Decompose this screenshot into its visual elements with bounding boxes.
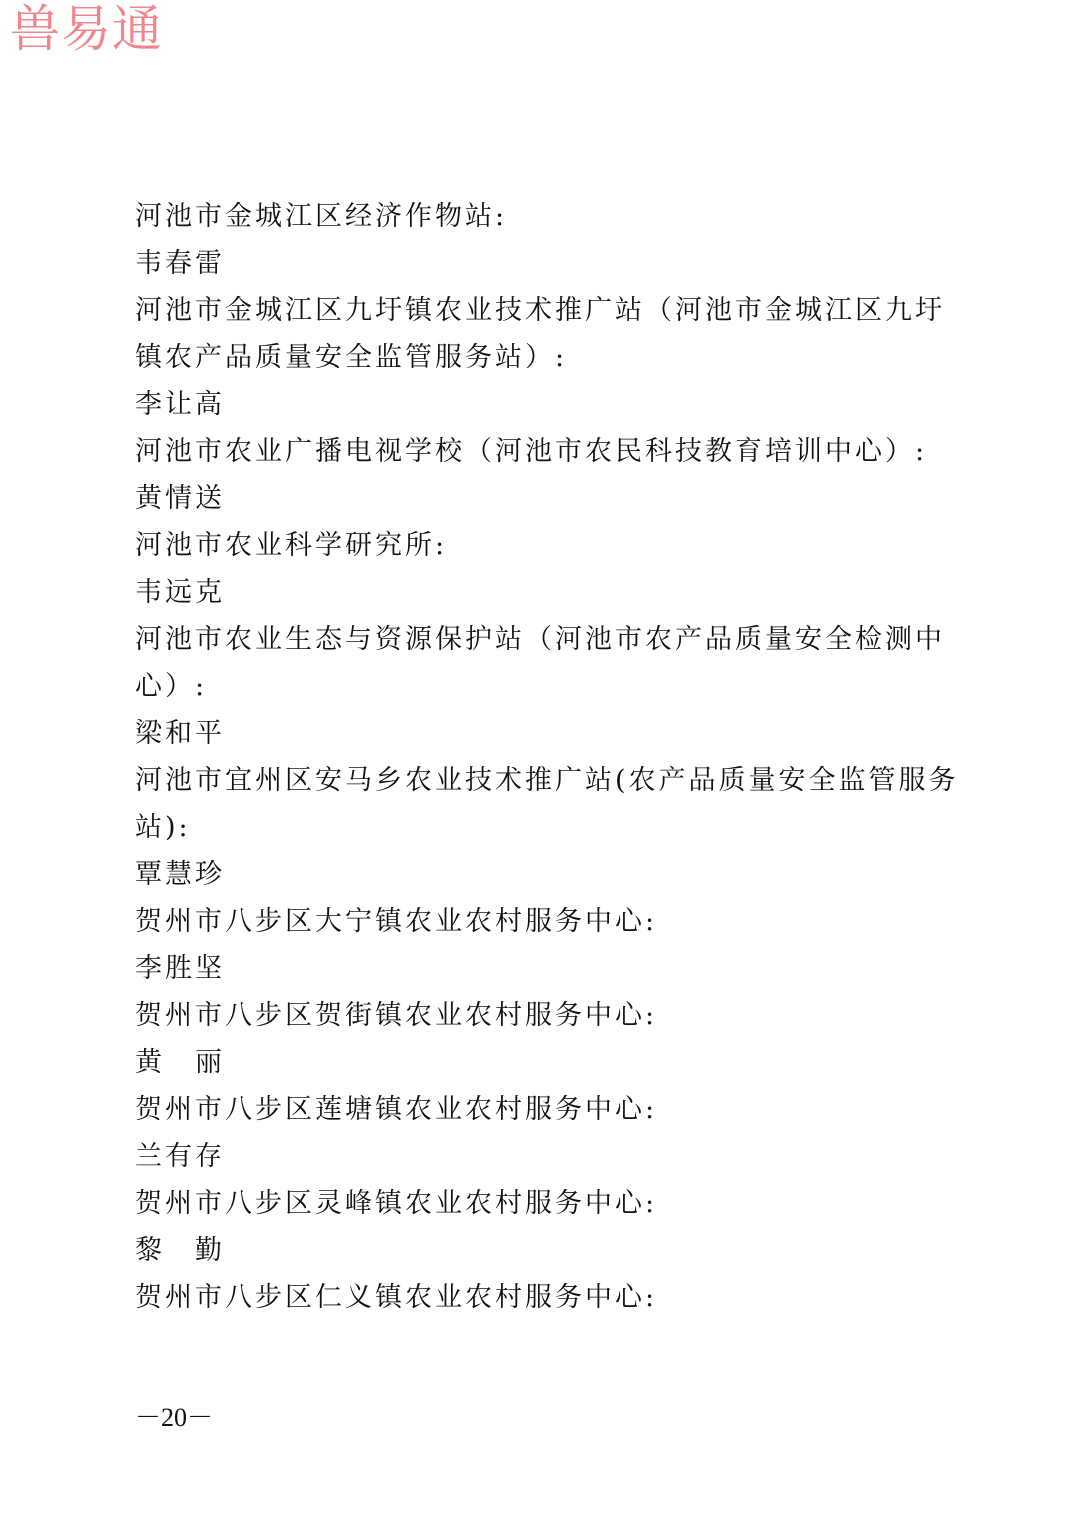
person-name: 兰有存 — [135, 1141, 225, 1172]
org-line: 河池市金城江区经济作物站: — [135, 201, 508, 232]
org-line: 贺州市八步区莲塘镇农业农村服务中心: — [135, 1094, 658, 1125]
org-line: 河池市金城江区九圩镇农业技术推广站（河池市金城江区九圩 — [135, 295, 945, 326]
person-name: 黄 丽 — [135, 1047, 225, 1078]
org-line: 贺州市八步区大宁镇农业农村服务中心: — [135, 906, 658, 937]
org-line: 贺州市八步区灵峰镇农业农村服务中心: — [135, 1188, 658, 1219]
org-line: 贺州市八步区仁义镇农业农村服务中心: — [135, 1282, 658, 1313]
watermark-logo-text: 兽易通 — [10, 0, 163, 58]
person-name: 黄情送 — [135, 483, 225, 514]
person-name: 韦远克 — [135, 577, 225, 608]
org-line: 河池市农业科学研究所: — [135, 530, 448, 561]
org-line: 镇农产品质量安全监管服务站）: — [135, 342, 568, 373]
org-line: 站): — [135, 812, 191, 843]
org-line: 河池市农业广播电视学校（河池市农民科技教育培训中心）: — [135, 436, 928, 467]
person-name: 覃慧珍 — [135, 859, 225, 890]
person-name: 李胜坚 — [135, 953, 225, 984]
person-name: 李让高 — [135, 389, 225, 420]
org-line: 心）: — [135, 671, 208, 702]
document-body — [135, 193, 959, 1321]
person-name: 黎 勤 — [135, 1235, 225, 1266]
person-name: 韦春雷 — [135, 248, 225, 279]
org-line: 河池市农业生态与资源保护站（河池市农产品质量安全检测中 — [135, 624, 945, 655]
page-number: －20－ — [135, 1403, 214, 1432]
org-line: 贺州市八步区贺街镇农业农村服务中心: — [135, 1000, 658, 1031]
org-line: 河池市宜州区安马乡农业技术推广站(农产品质量安全监管服务 — [135, 765, 959, 796]
person-name: 梁和平 — [135, 718, 225, 749]
